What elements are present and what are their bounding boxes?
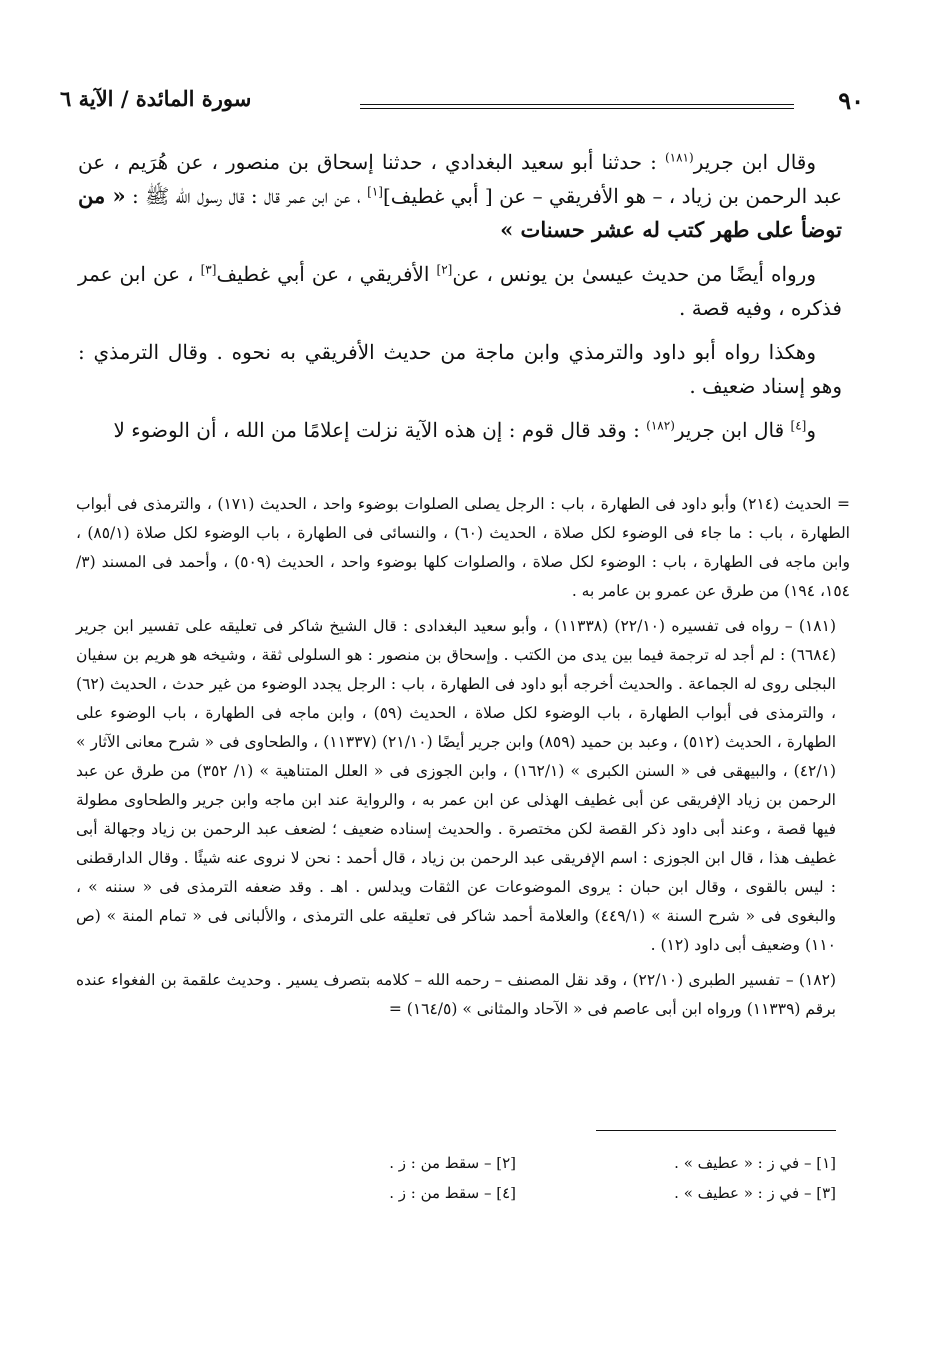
footnote-ref: (١٨١) — [664, 150, 694, 165]
text: ، عن ابن عمر قال : قال رسول الله ﷺ : — [125, 184, 368, 208]
footnote-text: رواه فى تفسيره (٢٢/١٠) (١١٣٣٨) ، وأبو سعيد البغدادى : قال الشيخ شاكر فى تعليقه على تفسير ابن جرير (٦٦٨٤) : لم أجد له ترجمة فيما بين يدى من الكتب . وإسحاق بن منصور : هو السلولى ثقة ، وشيخه هو هريم بن سفيان البجلى روى له الجماعة . والحديث أخرجه أبو داود فى الطهارة ، باب : الرجل يجدد الوضوء من غير حدث ، الحديث (٦٢) ، والترمذى فى أبواب الطهارة ، باب الوضوء لكل صلاة ، الحديث (٥٩) ، وابن ماجه فى الطهارة ، باب الوضوء على الطهارة ، الحديث (٥١٢) ، وعبد بن حميد (٨٥٩) وابن جرير أيضًا (٢١/١٠) (١١٣٣٧) ، والطحاوى فى « شرح معانى الآثار » (٤٢/١) ، والبيهقى فى « السنن الكبرى » (١٦٢/١) ، وابن الجوزى فى « العلل المتناهية » (١/ ٣٥٢) من طرق عن عبد الرحمن بن زياد الإفريقى عن أبى غطيف الهذلى عن ابن عمر به ، والرواية عند ابن ماجه وابن جرير والطحاوى مطولة فيها قصة ، وعند أبى داود ذكر القصة لكن مختصرة . والحديث إسناده ضعيف ؛ لضعف عبد الرحمن بن زياد وجهالة أبى غطيف هذا ، قال ابن الجوزى : اسم الإفريقى عبد الرحمن بن زياد ، قال أحمد : نحن لا نروى عنه شيئًا . وقال الدارقطنى : ليس بالقوى ، وقال ابن حبان : يروى الموضوعات عن الثقات ويدلس . اهـ . وقد ضعفه الترمذى فى « سننه » ، والبغوى فى « شرح السنة » (٤٤٩/١) والعلامة أحمد شاكر فى تعليقه على الترمذى ، والألبانى فى « تمام المنة » (ص ١١٠) وضعيف أبى داود (١٢) . — [76, 617, 837, 954]
footnote-separator — [596, 1130, 836, 1131]
variant-note-1: [١] – في ز : « عطيف » . — [674, 1154, 836, 1172]
text: الأفريقي ، عن أبي غطيف — [216, 262, 437, 286]
text: : وقد قال قوم : إن هذه الآية نزلت إعلامًا من الله ، أن الوضوء لا — [113, 418, 647, 442]
text: قال ابن جرير — [674, 418, 791, 442]
footnote-182 — [76, 966, 836, 1024]
variant-ref: [٤] — [790, 418, 807, 433]
page-number: ٩٠ — [838, 86, 864, 115]
variant-ref: [٢] — [436, 262, 453, 277]
variant-ref: [١] — [367, 184, 383, 199]
footnote-181 — [76, 612, 836, 960]
footnote-continuation: = الحديث (٢١٤) وأبو داود فى الطهارة ، باب : الرجل يصلى الصلوات بوضوء واحد ، الحديث (١٧١) ، والترمذى فى أبواب الطهارة ، باب : ما جاء فى الوضوء لكل صلاة ، الحديث (٦٠) ، والنسائى فى الطهارة ، باب الوضوء لكل صلاة (٨٥/١) ، وابن ماجه فى الطهارة ، باب : الوضوء لكل صلاة ، والصلوات كلها بوضوء واحد ، الحديث (٥٠٩) ، وأحمد فى المسند (٣/ ١٥٤، ١٩٤) من طرق عن عمرو بن عامر به . — [76, 495, 850, 600]
footnote-number: (١٨١) – — [784, 617, 836, 635]
footnote-ref: (١٨٢) — [646, 418, 675, 433]
header-rule — [360, 104, 794, 109]
footnotes — [76, 490, 850, 1030]
hadith-quote: « من توضأ على طهر كتب له عشر حسنات » — [78, 183, 842, 242]
variant-ref: [٣] — [200, 262, 217, 277]
page-header — [60, 86, 864, 120]
text: و — [806, 418, 816, 442]
manuscript-variants — [60, 1148, 836, 1208]
main-text — [78, 145, 842, 457]
footnote-number: (١٨٢) – — [785, 971, 836, 989]
text: : حدثنا أبو سعيد البغدادي ، حدثنا إسحاق بن منصور ، عن هُرَيم ، عن عبد الرحمن بن زياد ، – هو الأفريقي – عن [ أبي غطيف] — [78, 150, 843, 208]
paragraph-1 — [78, 145, 842, 247]
text: ، عن ابن عمر فذكره ، وفيه قصة . — [78, 262, 842, 320]
paragraph-2 — [78, 257, 842, 325]
footnote-text: تفسير الطبرى (٢٢/١٠) ، وقد نقل المصنف – رحمه الله – كلامه بتصرف يسير . وحديث علقمة بن الفغواء عنده برقم (١١٣٣٩) ورواه ابن أبى عاصم فى « الآحاد والمثانى » (١٦٤/٥) = — [76, 971, 836, 1018]
variant-note-3: [٣] – في ز : « عطيف » . — [674, 1184, 836, 1202]
paragraph-3: وهكذا رواه أبو داود والترمذي وابن ماجة من حديث الأفريقي به نحوه . وقال الترمذي : وهو إسناد ضعيف . — [78, 340, 842, 398]
variant-note-2: [٢] – سقط من : ز . — [389, 1154, 516, 1172]
running-title: سورة المائدة / الآية ٦ — [60, 86, 252, 111]
text: ورواه أيضًا من حديث عيسىٰ بن يونس ، عن — [452, 262, 816, 286]
text: وقال ابن جرير — [693, 150, 817, 174]
variant-row — [60, 1148, 836, 1178]
variant-row — [60, 1178, 836, 1208]
paragraph-4 — [78, 413, 842, 447]
variant-note-4: [٤] – سقط من : ز . — [389, 1184, 516, 1202]
